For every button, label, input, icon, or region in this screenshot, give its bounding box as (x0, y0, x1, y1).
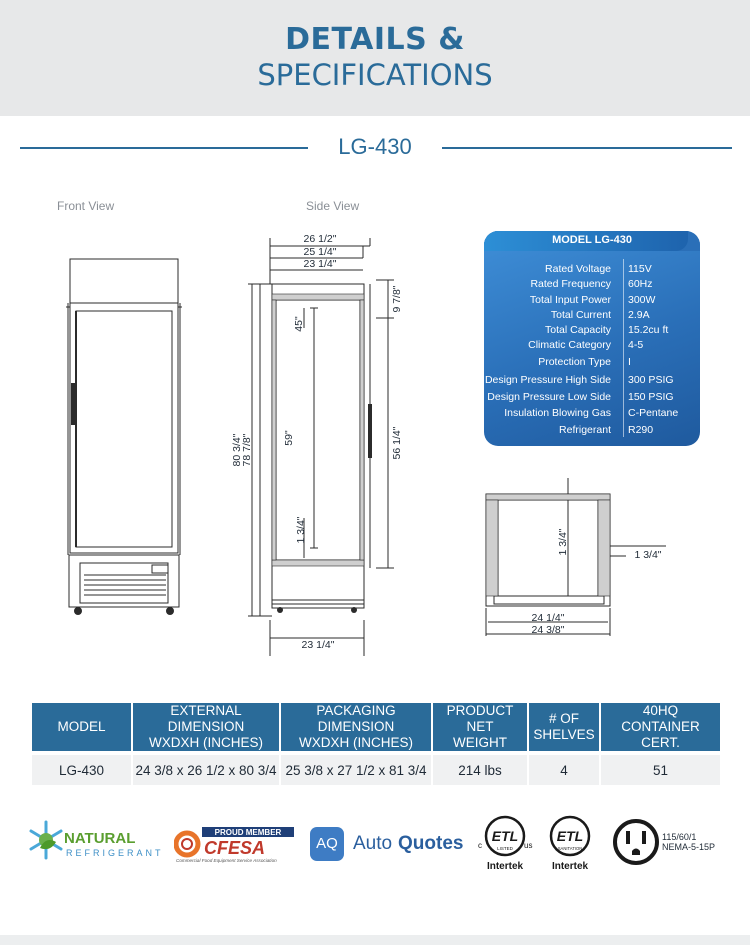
nema-line-2: NEMA-5-15P (662, 842, 716, 852)
top-dim-24-1-4: 24 1/4" (531, 612, 565, 624)
spec-row (484, 391, 700, 405)
col-header-container: 40HQ CONTAINER CERT. (601, 703, 720, 751)
top-view-drawing (476, 478, 672, 638)
top-dim-side-1-3-4: 1 3/4" (634, 549, 662, 561)
etl-sanitation-2: SANITATION (557, 846, 583, 851)
dim-56-1-4: 56 1/4" (391, 426, 403, 460)
spec-value: 300 PSIG (628, 374, 674, 386)
spec-value: 150 PSIG (628, 391, 674, 403)
nema-plug-icon (612, 818, 660, 866)
autoquotes-wordmark-2: Quotes (398, 833, 464, 854)
cell-net-weight: 214 lbs (433, 751, 529, 785)
spec-label: Climatic Category (528, 339, 611, 351)
side-view-drawing (228, 228, 412, 656)
spec-label: Insulation Blowing Gas (504, 407, 611, 419)
specs-table (32, 703, 720, 785)
spec-value: 15.2cu ft (628, 324, 669, 336)
col-header-shelves: # OF SHELVES (529, 703, 601, 751)
dim-59: 59" (283, 430, 295, 446)
spec-row (484, 309, 700, 323)
spec-label: Total Current (550, 309, 611, 321)
spec-row (484, 294, 700, 308)
col-header-external-dimension: EXTERNAL DIMENSION WXDXH (INCHES) (133, 703, 281, 751)
spec-row (484, 374, 700, 388)
etl-mark-1: ETL (491, 828, 519, 844)
intertek-1: Intertek (486, 861, 524, 872)
spec-row (484, 278, 700, 292)
spec-value: 60Hz (628, 278, 653, 290)
dim-78-7-8: 78 7/8" (241, 433, 253, 467)
spec-value: R290 (628, 424, 654, 436)
spec-row (484, 407, 700, 421)
front-view-label: Front View (57, 199, 115, 213)
page-title-line1: DETAILS & (285, 22, 465, 57)
intertek-2: Intertek (551, 861, 589, 872)
etl-us-1: us (524, 841, 533, 850)
dim-80-3-4: 80 3/4" (231, 433, 243, 467)
col-header-packaging-dimension: PACKAGING DIMENSION WXDXH (INCHES) (281, 703, 433, 751)
spec-label: Design Pressure High Side (484, 374, 611, 386)
col-header-net-weight: PRODUCT NET WEIGHT (433, 703, 529, 751)
spec-label: Rated Frequency (530, 278, 611, 290)
title-rule-right (442, 147, 732, 149)
spec-value: 2.9A (628, 309, 650, 321)
dim-bottom-23-1-4: 23 1/4" (301, 639, 335, 651)
etl-mark-2: ETL (556, 828, 584, 844)
top-dim-1-3-4: 1 3/4" (557, 528, 569, 556)
cell-external-dimension: 24 3/8 x 26 1/2 x 80 3/4 (133, 751, 281, 785)
autoquotes-logo (310, 826, 470, 862)
aq-badge-icon: AQ (310, 827, 344, 861)
spec-card-header (484, 231, 700, 251)
dim-23-1-4: 23 1/4" (303, 258, 337, 270)
spec-label: Refrigerant (559, 424, 611, 436)
nema-label (662, 832, 715, 852)
dim-26-1-2: 26 1/2" (303, 233, 337, 245)
spec-row (484, 263, 700, 277)
spec-label: Total Capacity (545, 324, 611, 336)
spec-card (484, 231, 700, 446)
etl-sanitation-logo (542, 814, 598, 872)
dim-25-1-4: 25 1/4" (303, 246, 337, 258)
dim-1-3-4: 1 3/4" (295, 516, 307, 544)
autoquotes-wordmark-1: Auto (353, 833, 393, 854)
spec-row (484, 356, 700, 370)
cfesa-proud-member: PROUD MEMBER (214, 828, 282, 837)
spec-value: I (628, 356, 631, 368)
refrigerant-wordmark: REFRIGERANT (66, 848, 164, 858)
table-row (32, 751, 720, 785)
spec-value: C-Pentane (628, 407, 679, 419)
etl-c-1: c (478, 841, 482, 850)
natural-wordmark: NATURAL (64, 830, 136, 847)
table-header-row (32, 703, 720, 751)
spec-row (484, 424, 700, 438)
dim-9-7-8: 9 7/8" (391, 285, 403, 313)
page-header (0, 0, 750, 116)
spec-label: Total Input Power (529, 294, 611, 306)
cell-container: 51 (601, 751, 720, 785)
spec-row (484, 324, 700, 338)
nema-line-1: 115/60/1 (662, 832, 697, 842)
etl-listed-logo (474, 814, 536, 872)
spec-label: Protection Type (538, 356, 611, 368)
footer-strip (0, 935, 750, 945)
natural-refrigerant-logo (28, 818, 170, 864)
side-view-label: Side View (306, 199, 360, 213)
cell-packaging-dimension: 25 3/8 x 27 1/2 x 81 3/4 (281, 751, 433, 785)
spec-label: Rated Voltage (545, 263, 611, 275)
dim-45: 45" (293, 316, 305, 332)
cell-shelves: 4 (529, 751, 601, 785)
cfesa-logo (174, 824, 298, 864)
spec-value: 115V (628, 263, 652, 275)
spec-card-title: MODEL LG-430 (552, 234, 632, 246)
cell-model: LG-430 (32, 751, 133, 785)
etl-listed-1: LISTED (497, 846, 513, 851)
spec-row (484, 339, 700, 353)
cfesa-wordmark: CFESA (204, 838, 266, 858)
page-title-line2: SPECIFICATIONS (257, 58, 493, 92)
front-view-drawing (62, 255, 186, 617)
spec-value: 4-5 (628, 339, 644, 351)
cfesa-tagline: Commercial Food Equipment Service Association (176, 858, 277, 863)
col-header-model: MODEL (32, 703, 133, 751)
spec-value: 300W (628, 294, 656, 306)
top-dim-24-3-8: 24 3/8" (531, 624, 565, 636)
spec-label: Design Pressure Low Side (487, 391, 611, 403)
model-title: LG-430 (338, 134, 412, 159)
